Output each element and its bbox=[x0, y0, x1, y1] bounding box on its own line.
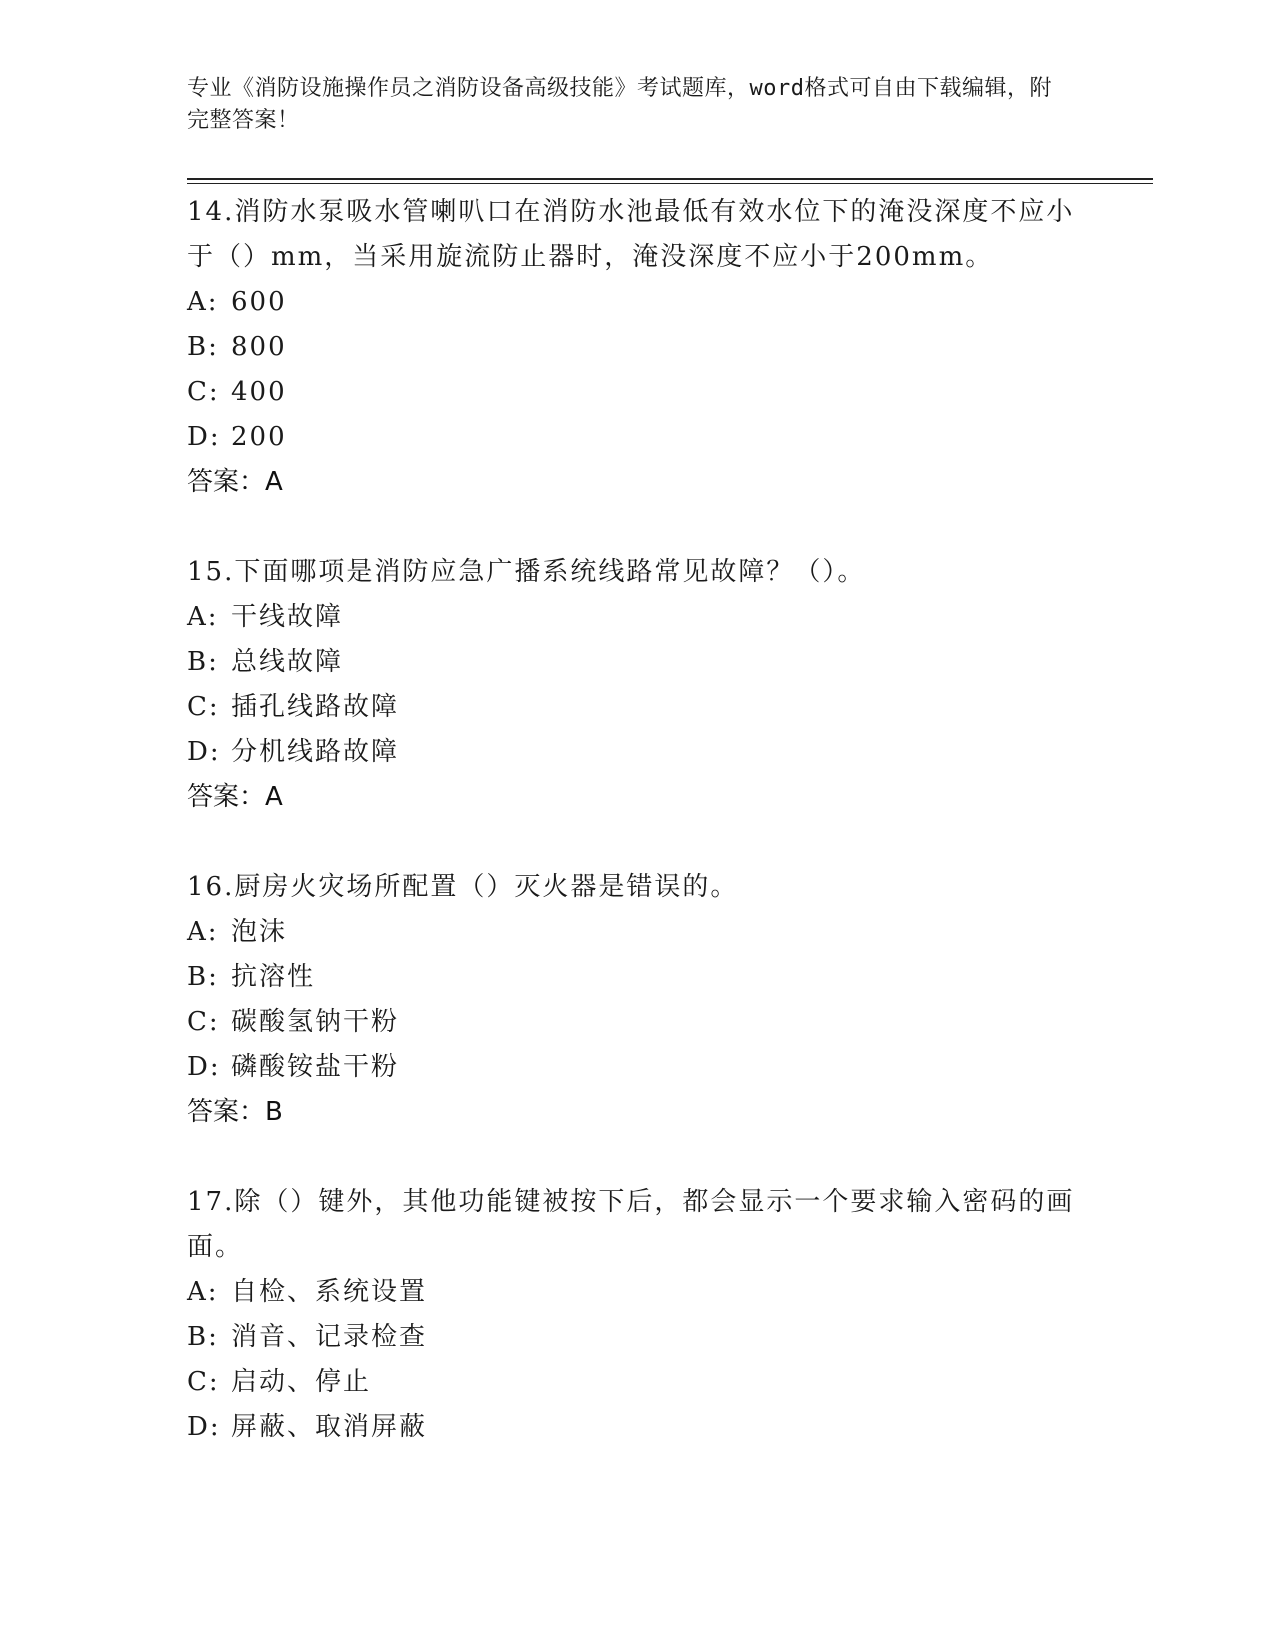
option-text: 400 bbox=[231, 377, 287, 407]
option-letter: D: bbox=[187, 737, 221, 767]
option-b bbox=[187, 640, 1087, 685]
option-text: 碳酸氢钠干粉 bbox=[231, 1007, 400, 1037]
header-rule-thin bbox=[187, 183, 1153, 184]
option-d bbox=[187, 730, 1087, 775]
option-text: 屏蔽、取消屏蔽 bbox=[231, 1412, 428, 1442]
option-c bbox=[187, 1000, 1087, 1045]
option-letter: C: bbox=[187, 692, 220, 722]
question-17 bbox=[187, 1180, 1087, 1450]
option-letter: B: bbox=[187, 647, 219, 677]
option-letter: D: bbox=[187, 422, 221, 452]
question-stem: 17.除（）键外，其他功能键被按下后，都会显示一个要求输入密码的画面。 bbox=[187, 1187, 1075, 1262]
spacer bbox=[187, 505, 1087, 550]
option-text: 自检、系统设置 bbox=[231, 1277, 428, 1307]
question-stem: 15.下面哪项是消防应急广播系统线路常见故障？（）。 bbox=[187, 557, 866, 587]
question-14 bbox=[187, 190, 1087, 505]
question-15 bbox=[187, 550, 1087, 820]
option-letter: C: bbox=[187, 1367, 220, 1397]
option-a bbox=[187, 1270, 1087, 1315]
option-text: 消音、记录检查 bbox=[231, 1322, 428, 1352]
answer-line: 答案：A bbox=[187, 782, 283, 812]
option-text: 插孔线路故障 bbox=[231, 692, 400, 722]
option-letter: B: bbox=[187, 332, 219, 362]
option-c bbox=[187, 685, 1087, 730]
option-letter: A: bbox=[187, 1277, 219, 1307]
option-letter: A: bbox=[187, 602, 219, 632]
option-text: 泡沫 bbox=[231, 917, 288, 947]
option-a bbox=[187, 595, 1087, 640]
option-b bbox=[187, 1315, 1087, 1360]
header-rule-thick bbox=[187, 178, 1153, 180]
option-text: 磷酸铵盐干粉 bbox=[231, 1052, 400, 1082]
question-16 bbox=[187, 865, 1087, 1135]
option-b bbox=[187, 325, 1087, 370]
option-letter: A: bbox=[187, 287, 219, 317]
question-stem: 16.厨房火灾场所配置（）灭火器是错误的。 bbox=[187, 872, 739, 902]
spacer bbox=[187, 1135, 1087, 1180]
option-text: 抗溶性 bbox=[231, 962, 316, 992]
option-letter: C: bbox=[187, 1007, 220, 1037]
option-d bbox=[187, 1045, 1087, 1090]
option-text: 总线故障 bbox=[231, 647, 344, 677]
option-a bbox=[187, 910, 1087, 955]
option-letter: C: bbox=[187, 377, 220, 407]
document-header: 专业《消防设施操作员之消防设备高级技能》考试题库，word格式可自由下载编辑，附完整答案！ bbox=[187, 76, 1052, 133]
option-c bbox=[187, 1360, 1087, 1405]
spacer bbox=[187, 820, 1087, 865]
option-c bbox=[187, 370, 1087, 415]
option-letter: B: bbox=[187, 962, 219, 992]
question-list bbox=[187, 190, 1087, 1450]
option-letter: D: bbox=[187, 1412, 221, 1442]
option-d bbox=[187, 1405, 1087, 1450]
option-text: 600 bbox=[231, 287, 287, 317]
option-a bbox=[187, 280, 1087, 325]
question-stem: 14.消防水泵吸水管喇叭口在消防水池最低有效水位下的淹没深度不应小于（）mm，当采用旋流防止器时，淹没深度不应小于200mm。 bbox=[187, 197, 1075, 272]
option-b bbox=[187, 955, 1087, 1000]
option-d bbox=[187, 415, 1087, 460]
option-text: 干线故障 bbox=[231, 602, 344, 632]
answer-line: 答案：B bbox=[187, 1097, 283, 1127]
option-letter: D: bbox=[187, 1052, 221, 1082]
option-text: 200 bbox=[231, 422, 287, 452]
answer-line: 答案：A bbox=[187, 467, 283, 497]
option-text: 分机线路故障 bbox=[231, 737, 400, 767]
option-letter: A: bbox=[187, 917, 219, 947]
option-text: 启动、停止 bbox=[231, 1367, 372, 1397]
option-text: 800 bbox=[231, 332, 287, 362]
option-letter: B: bbox=[187, 1322, 219, 1352]
